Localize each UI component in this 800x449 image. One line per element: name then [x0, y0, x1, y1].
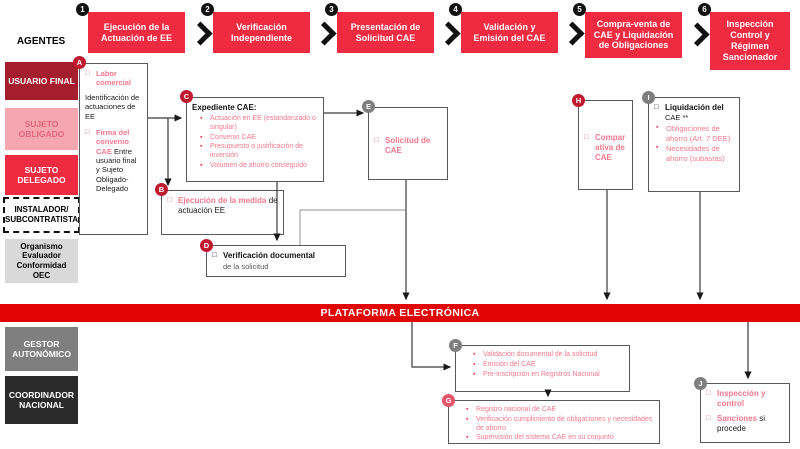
- chevron-right-icon: [685, 22, 709, 46]
- box-f-bullet: ▪ Pre-inscripción en Registros Nacional: [471, 371, 624, 380]
- agent-label: SUJETO DELEGADO: [17, 164, 66, 185]
- box-g-bullet: ▪ Registro nacional de CAE: [464, 406, 654, 415]
- step-number-badge: 1: [76, 3, 89, 16]
- box-c-bullet: ▪ Volumen de ahorro conseguido: [198, 162, 318, 171]
- step-number-badge: 4: [449, 3, 462, 16]
- box-i-badge: I: [642, 91, 655, 104]
- step-box-1: [88, 12, 185, 53]
- box-i-title-tail: CAE **: [665, 113, 689, 122]
- step-box-5: [585, 12, 682, 58]
- step-number-badge: 3: [325, 3, 338, 16]
- box-c-badge: C: [180, 90, 193, 103]
- platform-label: PLATAFORMA ELECTRÓNICA: [320, 307, 480, 319]
- box-h-comparativa-cae: [578, 100, 633, 190]
- agent-label: INSTALADOR/ SUBCONTRATISTA: [4, 205, 79, 224]
- box-d-desc: de la solicitud: [223, 262, 269, 271]
- box-f-validacion-emision: [455, 345, 630, 392]
- box-f-bullet: ▪ Emisión del CAE: [471, 361, 624, 370]
- agent-gestor-autonomico: [5, 327, 78, 371]
- step-box-3: [337, 12, 434, 53]
- chevron-right-icon: [436, 21, 460, 45]
- agent-label: SUJETO OBLIGADO: [18, 118, 65, 139]
- agents-column-title: AGENTES: [16, 36, 66, 47]
- connector-platform-to-f: [412, 322, 450, 367]
- box-j-item2-desc: si procede: [717, 414, 766, 433]
- box-h-title: Comparativa de CAE: [595, 133, 626, 162]
- box-c-title: Expediente CAE:: [192, 103, 257, 112]
- box-e-title: Solicitud de CAE: [385, 136, 431, 155]
- box-d-badge: D: [200, 239, 213, 252]
- box-g-bullet: ▪ Supervisión del sistema CAE en su conjunto: [464, 434, 654, 443]
- box-i-bullet: ▪ Obligaciones de ahorro (Art. 7 DEE): [654, 124, 734, 143]
- box-c-bullet: ▪ Presupuesto o justificación de inversión: [198, 143, 318, 161]
- step-box-6: [710, 12, 790, 70]
- step-label: Compra-venta de CAE y Liquidación de Obligaciones: [593, 18, 674, 51]
- step-label: Inspección Control y Régimen Sancionador: [722, 19, 778, 62]
- checkbox-icon: [85, 68, 90, 77]
- checkbox-icon: [584, 132, 589, 142]
- box-j-item1-title: Inspección y control: [717, 389, 766, 408]
- box-i-title-bold: Liquidación del: [665, 103, 724, 112]
- step-number-badge: 6: [698, 3, 711, 16]
- box-b-ejecucion-medida: [161, 190, 284, 235]
- step-label: Presentación de Solicitud CAE: [350, 21, 421, 43]
- step-number-badge: 2: [201, 3, 214, 16]
- agent-sujeto-delegado: [5, 155, 78, 195]
- step-label: Verificación Independiente: [230, 21, 292, 43]
- agent-organismo-evaluador-oec: [5, 239, 78, 283]
- box-j-inspeccion-sanciones: [700, 383, 790, 443]
- box-a-labor-comercial: [79, 63, 148, 235]
- box-d-title: Verificación documental: [223, 251, 316, 260]
- chevron-right-icon: [312, 21, 336, 45]
- chevron-right-icon: [188, 21, 212, 45]
- box-g-badge: G: [442, 394, 455, 407]
- chevron-right-icon: [560, 21, 584, 45]
- agent-instalador-subcontratista: [3, 197, 80, 233]
- agent-usuario-final: [5, 62, 78, 100]
- box-a-item1-desc: Identificación de actuaciones de EE: [85, 92, 140, 121]
- agent-label: COORDINADOR NACIONAL: [8, 389, 75, 410]
- agent-coordinador-nacional: [5, 376, 78, 424]
- box-e-badge: E: [362, 100, 375, 113]
- box-e-solicitud-cae: [368, 107, 448, 180]
- box-b-badge: B: [155, 183, 168, 196]
- box-f-badge: F: [449, 339, 462, 352]
- box-g-bullet: ▪ Verificación cumplimiento de obligaciones y necesidades de ahorro: [464, 416, 654, 434]
- box-d-verificacion-documental: [206, 245, 346, 277]
- box-a-item2-title: Firma del convenio CAE: [96, 127, 130, 156]
- box-i-liquidacion-cae: [648, 97, 740, 192]
- box-c-bullet: ▪ Convenio CAE: [198, 134, 318, 143]
- step-number-badge: 5: [573, 3, 586, 16]
- checkbox-icon: [212, 250, 217, 259]
- checkbox-icon: [706, 388, 711, 398]
- box-c-expediente-cae: [186, 97, 324, 182]
- box-j-item2-title: Sanciones: [717, 414, 758, 423]
- agent-sujeto-obligado: [5, 108, 78, 150]
- box-a-item2-desc: Entre usuario final y Sujeto Obligado-Delegado: [96, 146, 137, 194]
- box-g-registro-supervision: [448, 400, 660, 444]
- checkbox-icon: [374, 135, 379, 145]
- box-j-badge: J: [694, 377, 707, 390]
- platform-bar: [0, 304, 800, 322]
- step-label: Validación y Emisión del CAE: [473, 21, 546, 43]
- agent-label: GESTOR AUTONÓMICO: [12, 338, 71, 359]
- box-f-bullet: ▪ Validación documental de la solicitud: [471, 351, 624, 360]
- checkbox-icon: [654, 102, 659, 111]
- box-b-desc: de actuación EE: [178, 196, 278, 215]
- box-i-bullet: ▪ Necesidades de ahorro (subastas): [654, 144, 734, 163]
- box-c-bullet: ▪ Actuación en EE (estandarizado o singular): [198, 115, 318, 133]
- box-b-title: Ejecución de la medida: [178, 196, 267, 205]
- connector-d-to-e-line: [300, 210, 405, 245]
- step-box-2: [213, 12, 310, 53]
- step-box-4: [461, 12, 558, 53]
- checkbox-icon: [706, 413, 711, 423]
- box-a-item1-title: Labor comercial: [96, 69, 132, 88]
- checkbox-icon: [167, 195, 172, 205]
- agent-label: USUARIO FINAL: [8, 75, 75, 86]
- checkbox-icon: [85, 127, 90, 136]
- step-label: Ejecución de la Actuación de EE: [100, 21, 172, 43]
- agent-label: Organismo Evaluador Conformidad OEC: [16, 241, 67, 280]
- box-a-badge: A: [73, 56, 86, 69]
- box-h-badge: H: [572, 94, 585, 107]
